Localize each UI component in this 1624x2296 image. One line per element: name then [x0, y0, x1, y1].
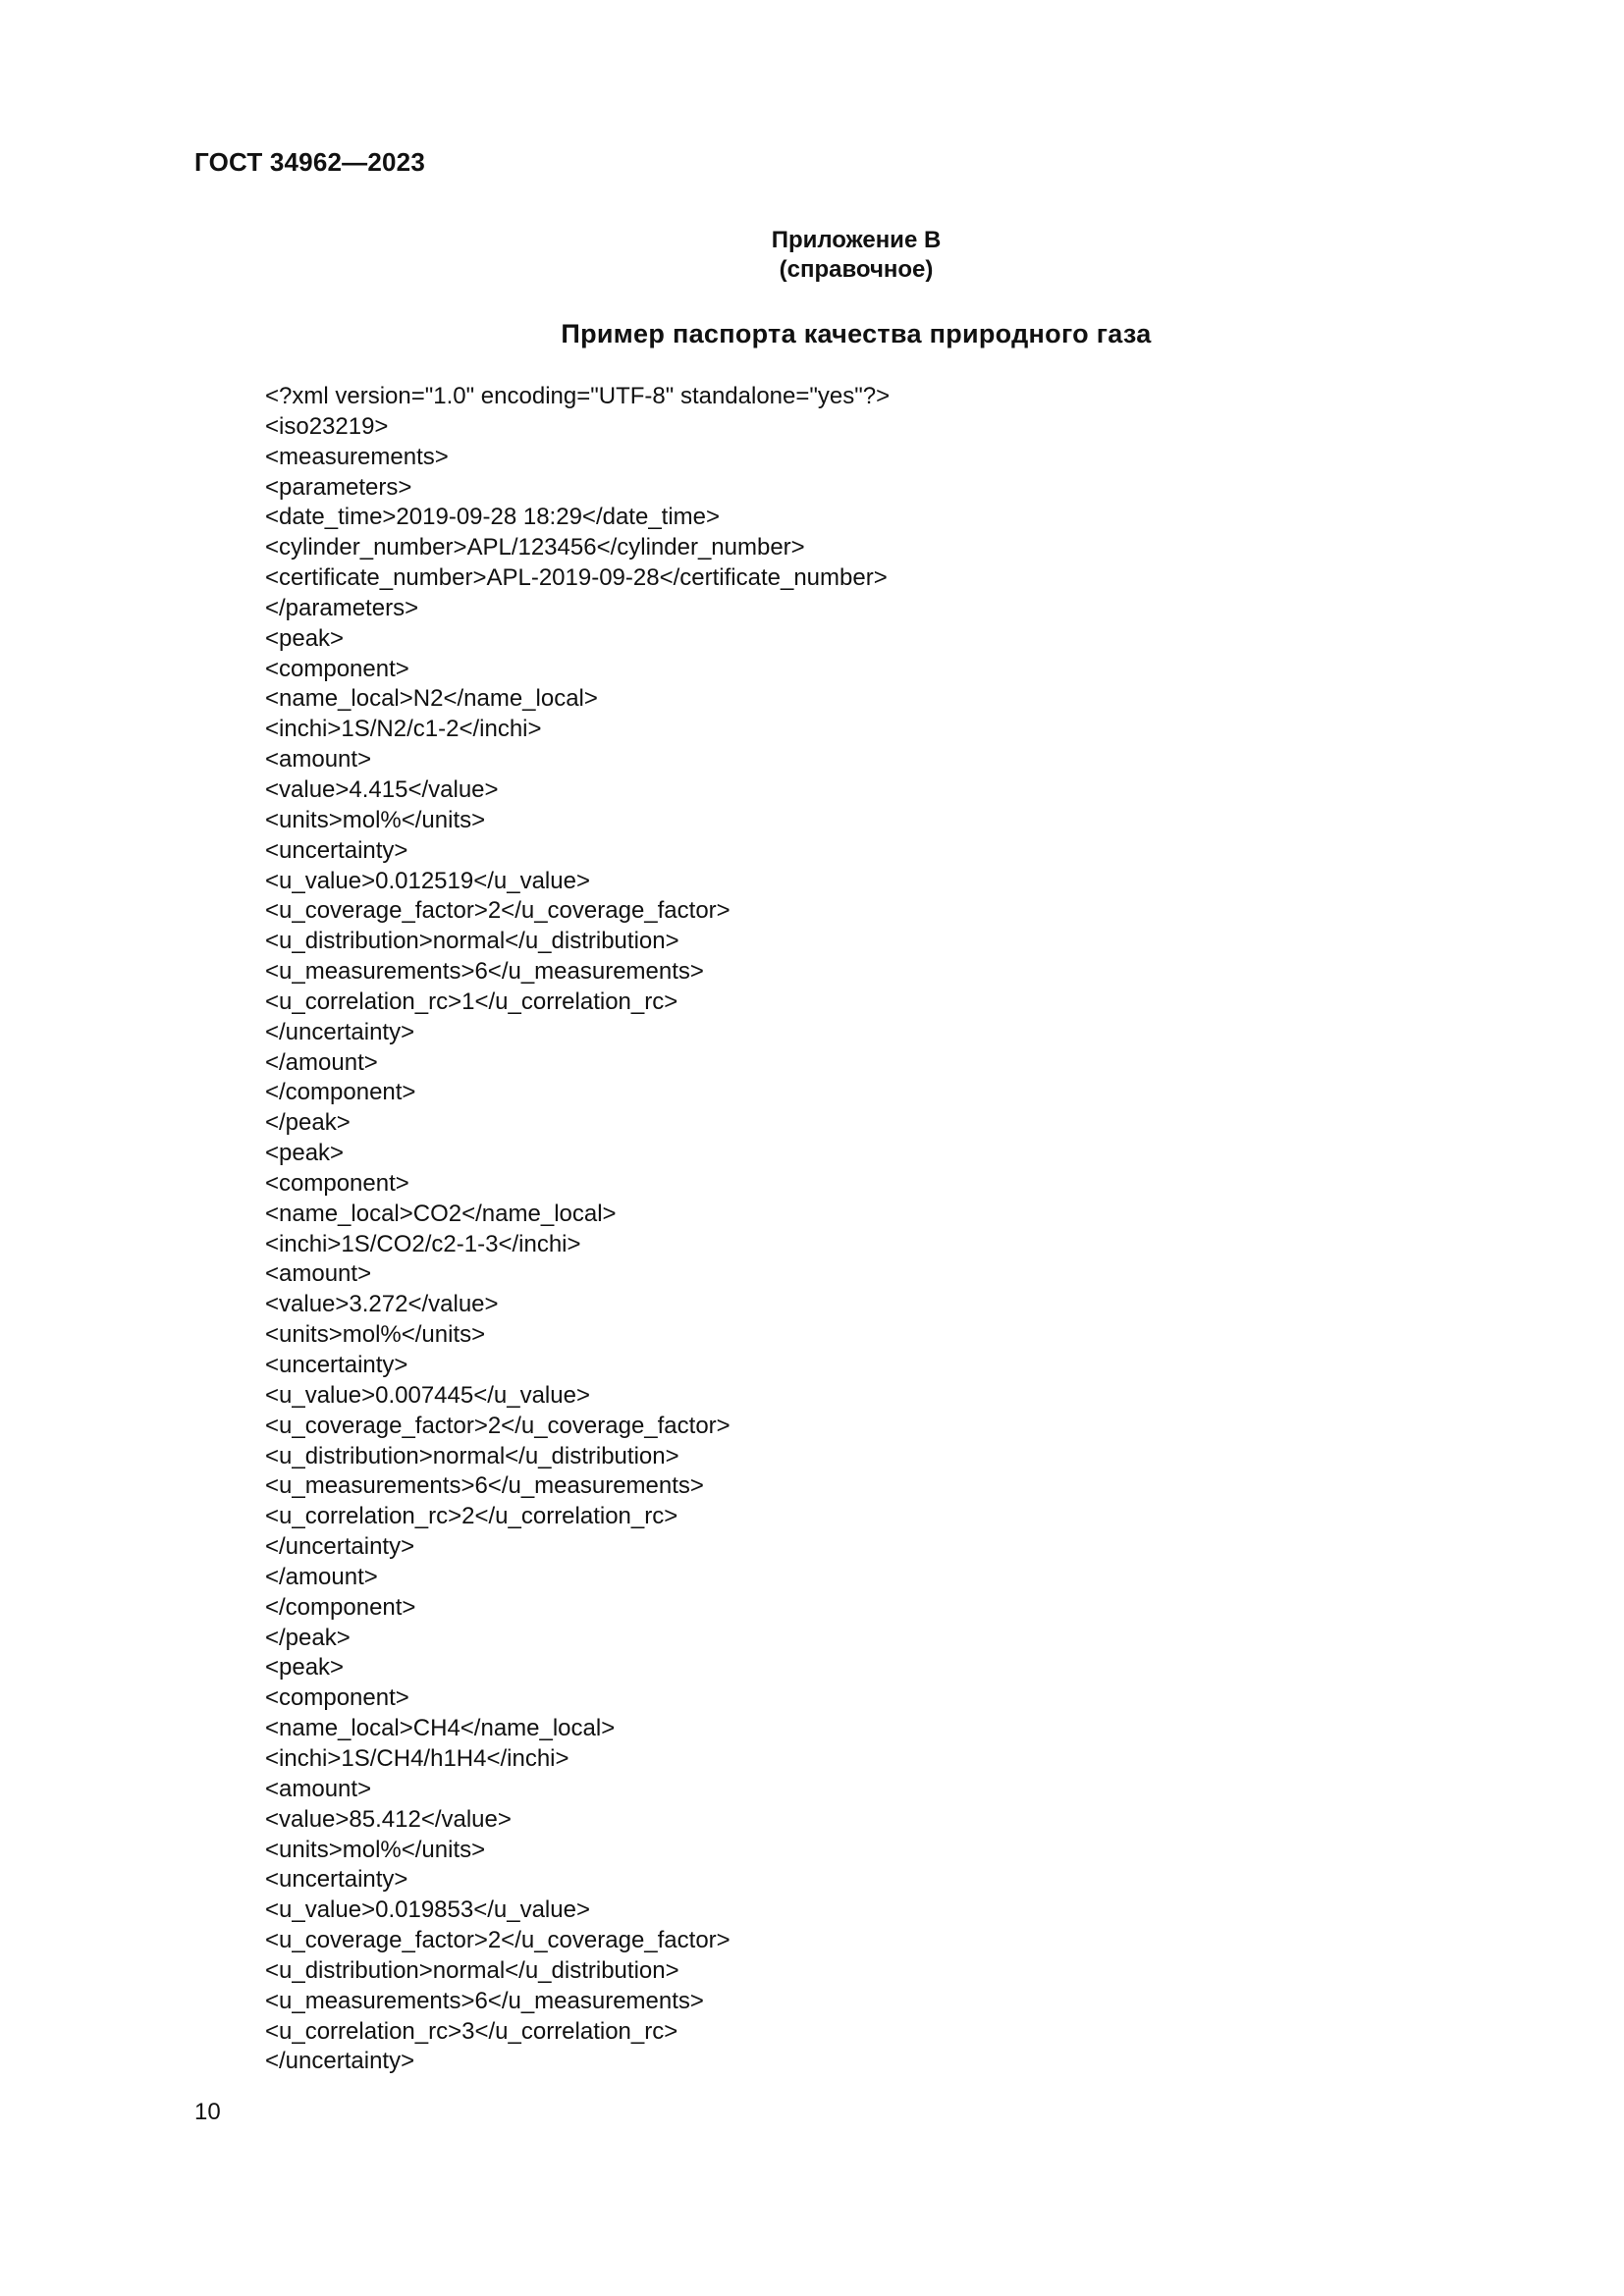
code-line: <peak> [265, 624, 345, 652]
code-line: <component> [265, 1684, 409, 1712]
code-line: <inchi>1S/CO2/c2-1-3</inchi> [265, 1230, 581, 1257]
code-line: <inchi>1S/CH4/h1H4</inchi> [265, 1744, 569, 1772]
code-line: <parameters> [265, 473, 412, 501]
code-line: <uncertainty> [265, 1352, 408, 1378]
code-line: <uncertainty> [265, 836, 408, 864]
code-line: <peak> [265, 1654, 345, 1682]
code-line: <u_distribution>normal</u_distribution> [265, 1442, 679, 1469]
code-line: </component> [265, 1079, 416, 1106]
code-line: <units>mol%</units> [265, 1836, 486, 1863]
document-id: ГОСТ 34962—2023 [194, 147, 425, 177]
code-line: <component> [265, 1169, 409, 1197]
code-line: <value>4.415</value> [265, 775, 499, 803]
code-line: </parameters> [265, 594, 419, 621]
code-line: <u_coverage_factor>2</u_coverage_factor> [265, 1927, 731, 1954]
appendix-kind: (справочное) [779, 256, 934, 283]
code-line: <value>3.272</value> [265, 1291, 499, 1318]
code-line: <date_time>2019-09-28 18:29</date_time> [265, 504, 721, 531]
code-line: <u_correlation_rc>1</u_correlation_rc> [265, 988, 678, 1015]
code-line: <u_correlation_rc>2</u_correlation_rc> [265, 1503, 678, 1530]
code-line: <name_local>N2</name_local> [265, 685, 598, 713]
code-line: <u_measurements>6</u_measurements> [265, 958, 704, 986]
appendix-heading [0, 226, 1624, 285]
code-line: <value>85.412</value> [265, 1805, 512, 1833]
page-number: 10 [194, 2099, 221, 2125]
code-line: </component> [265, 1593, 416, 1621]
code-line: <amount> [265, 746, 372, 774]
code-line: <uncertainty> [265, 1866, 408, 1894]
code-line: <u_correlation_rc>3</u_correlation_rc> [265, 2017, 678, 2045]
code-line: </amount> [265, 1563, 378, 1590]
code-line: <iso23219> [265, 412, 389, 440]
code-line: <u_distribution>normal</u_distribution> [265, 1956, 679, 1984]
code-line: <component> [265, 655, 409, 682]
xml-code-listing [265, 382, 890, 2077]
code-line: <?xml version="1.0" encoding="UTF-8" standalone="yes"?> [265, 383, 891, 409]
code-line: <u_value>0.012519</u_value> [265, 867, 590, 894]
document-title: Пример паспорта качества природного газа [561, 319, 1152, 348]
appendix-title: Приложение В [771, 227, 942, 253]
code-line: <inchi>1S/N2/c1-2</inchi> [265, 716, 542, 743]
code-line: <certificate_number>APL-2019-09-28</certificate_number> [265, 564, 888, 592]
code-line: </peak> [265, 1624, 351, 1651]
code-line: </uncertainty> [265, 1018, 415, 1045]
code-line: <peak> [265, 1140, 345, 1167]
code-line: </peak> [265, 1109, 351, 1137]
code-line: </amount> [265, 1048, 378, 1076]
code-line: </uncertainty> [265, 2048, 415, 2075]
code-line: <name_local>CO2</name_local> [265, 1200, 617, 1227]
code-line: <u_measurements>6</u_measurements> [265, 1987, 704, 2014]
code-line: <measurements> [265, 443, 449, 470]
code-line: <units>mol%</units> [265, 806, 486, 833]
code-line: <u_distribution>normal</u_distribution> [265, 928, 679, 955]
code-line: </uncertainty> [265, 1533, 415, 1561]
code-line: <amount> [265, 1260, 372, 1288]
code-line: <units>mol%</units> [265, 1321, 486, 1349]
code-line: <u_value>0.019853</u_value> [265, 1896, 590, 1924]
code-line: <name_local>CH4</name_local> [265, 1715, 616, 1742]
code-line: <cylinder_number>APL/123456</cylinder_number> [265, 534, 805, 561]
code-line: <u_coverage_factor>2</u_coverage_factor> [265, 1412, 731, 1439]
code-line: <u_measurements>6</u_measurements> [265, 1472, 704, 1500]
code-line: <u_value>0.007445</u_value> [265, 1381, 590, 1409]
code-line: <u_coverage_factor>2</u_coverage_factor> [265, 897, 731, 925]
code-line: <amount> [265, 1775, 372, 1802]
